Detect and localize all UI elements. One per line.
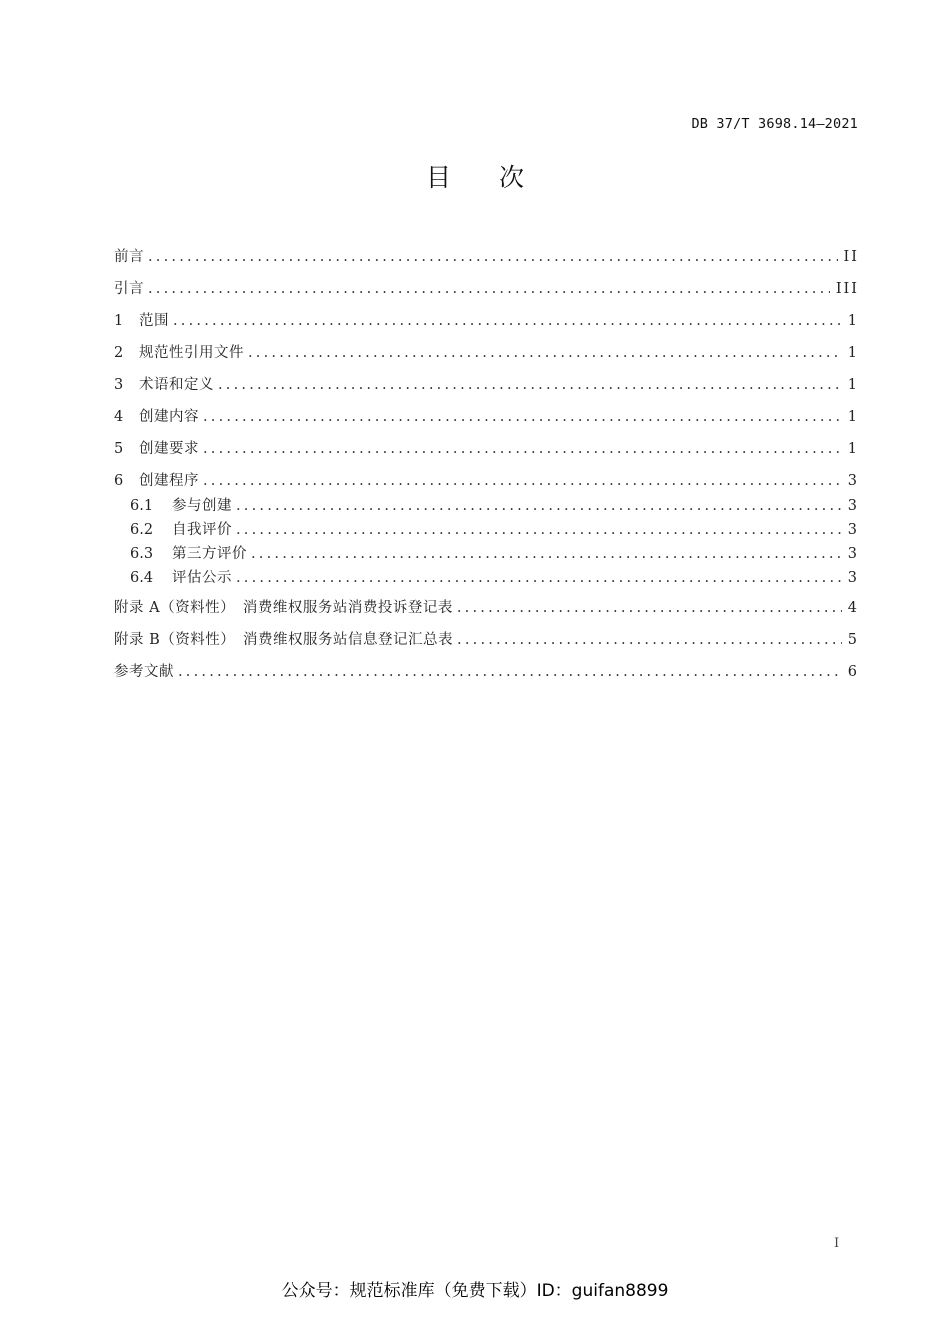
toc-label: 评估公示 [172, 570, 232, 586]
toc-entry-foreword[interactable] [114, 246, 859, 268]
toc-label: 附录 A（资料性） 消费维权服务站消费投诉登记表 [114, 600, 453, 616]
toc-leader [173, 310, 842, 332]
toc-leader [148, 246, 838, 268]
toc-entry-6[interactable] [114, 470, 859, 492]
toc-entry-2[interactable] [114, 342, 859, 364]
toc-page: 3 [847, 498, 859, 514]
toc-entry-4[interactable] [114, 406, 859, 428]
toc-leader [218, 374, 842, 396]
toc-number: 5 [114, 441, 124, 457]
toc-number: 6.2 [130, 522, 154, 538]
toc-leader [251, 543, 842, 565]
toc-number: 6.1 [130, 498, 154, 514]
toc-entry-appendix-a[interactable] [114, 597, 859, 619]
toc-leader [457, 629, 842, 651]
toc-label: 规范性引用文件 [139, 345, 244, 361]
toc-entry-6-3[interactable] [130, 543, 859, 565]
toc-label: 创建程序 [139, 473, 199, 489]
toc-number: 6.4 [130, 570, 154, 586]
toc-page: 1 [847, 313, 859, 329]
toc-leader [236, 519, 842, 541]
toc-label: 范围 [139, 313, 169, 329]
toc-number: 3 [114, 377, 124, 393]
toc-entry-introduction[interactable] [114, 278, 859, 300]
toc-leader [178, 661, 842, 683]
page-number: I [834, 1236, 840, 1251]
document-code: DB 37/T 3698.14—2021 [691, 116, 858, 132]
toc-page: II [843, 249, 859, 265]
toc-label: 自我评价 [172, 522, 232, 538]
toc-page: 3 [847, 473, 859, 489]
toc-number: 2 [114, 345, 124, 361]
toc-page: 3 [847, 570, 859, 586]
toc-leader [236, 495, 842, 517]
toc-page: 1 [847, 441, 859, 457]
toc-page: 3 [847, 546, 859, 562]
toc-entry-6-4[interactable] [130, 567, 859, 589]
toc-label: 引言 [114, 281, 144, 297]
toc-leader [203, 406, 842, 428]
toc-entry-3[interactable] [114, 374, 859, 396]
toc-page: III [835, 281, 859, 297]
toc-leader [203, 438, 842, 460]
toc-label: 创建要求 [139, 441, 199, 457]
toc-label: 第三方评价 [172, 546, 247, 562]
toc-leader [457, 597, 842, 619]
toc-entry-1[interactable] [114, 310, 859, 332]
toc-page: 1 [847, 377, 859, 393]
footer-watermark-text: 公众号：规范标准库（免费下载）ID：guifan8899 [281, 1281, 669, 1301]
toc-number: 6.3 [130, 546, 154, 562]
toc-page: 3 [847, 522, 859, 538]
toc-page: 6 [847, 664, 859, 680]
toc-number: 1 [114, 313, 124, 329]
toc-label: 参考文献 [114, 664, 174, 680]
toc-leader [248, 342, 842, 364]
toc-label: 术语和定义 [139, 377, 214, 393]
toc-entry-appendix-b[interactable] [114, 629, 859, 651]
toc-entry-6-1[interactable] [130, 495, 859, 517]
toc-label: 前言 [114, 249, 144, 265]
toc-entry-references[interactable] [114, 661, 859, 683]
toc-entry-6-2[interactable] [130, 519, 859, 541]
toc-number: 4 [114, 409, 124, 425]
toc-label: 参与创建 [172, 498, 232, 514]
toc-label: 附录 B（资料性） 消费维权服务站信息登记汇总表 [114, 632, 454, 648]
toc-page: 4 [847, 600, 859, 616]
toc-page: 5 [847, 632, 859, 648]
page-title: 目次 [425, 163, 572, 192]
toc-entry-5[interactable] [114, 438, 859, 460]
toc-leader [236, 567, 842, 589]
toc-page: 1 [847, 409, 859, 425]
toc-page: 1 [847, 345, 859, 361]
toc-number: 6 [114, 473, 124, 489]
toc-leader [203, 470, 842, 492]
toc-leader [148, 278, 830, 300]
toc-label: 创建内容 [139, 409, 199, 425]
